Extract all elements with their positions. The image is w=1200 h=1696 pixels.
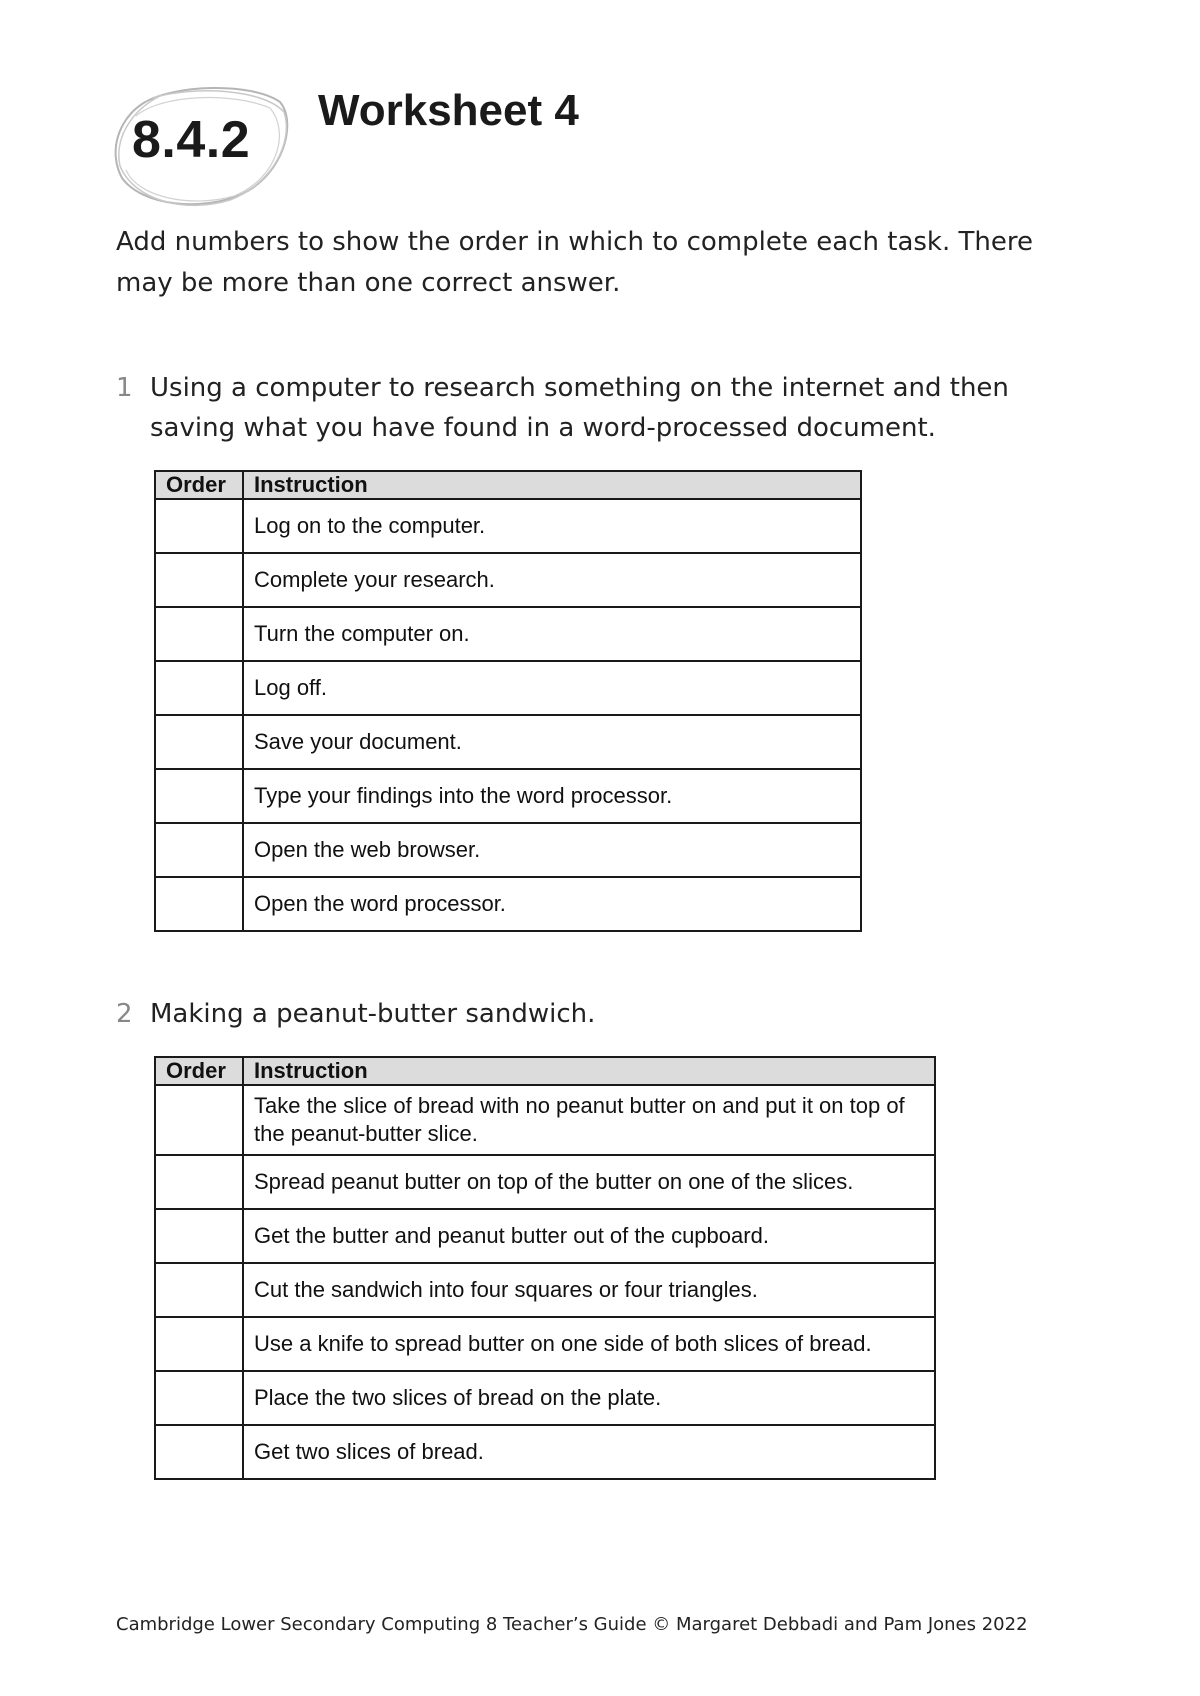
instruction-cell: Get two slices of bread. xyxy=(243,1425,935,1479)
order-input-cell[interactable] xyxy=(155,553,243,607)
order-input-cell[interactable] xyxy=(155,661,243,715)
instruction-cell: Open the word processor. xyxy=(243,877,861,931)
question-number: 1 xyxy=(116,373,133,403)
table-row xyxy=(155,1317,935,1371)
instruction-cell: Cut the sandwich into four squares or four triangles. xyxy=(243,1263,935,1317)
column-header-order: Order xyxy=(155,1057,243,1085)
instruction-cell: Open the web browser. xyxy=(243,823,861,877)
table-row xyxy=(155,877,861,931)
table-row xyxy=(155,1085,935,1155)
instruction-cell: Complete your research. xyxy=(243,553,861,607)
table-row xyxy=(155,499,861,553)
table-row xyxy=(155,1263,935,1317)
question-text: Making a peanut-butter sandwich. xyxy=(150,999,596,1029)
table-row xyxy=(155,1371,935,1425)
order-input-cell[interactable] xyxy=(155,1155,243,1209)
table-row xyxy=(155,715,861,769)
order-input-cell[interactable] xyxy=(155,1263,243,1317)
instruction-cell: Turn the computer on. xyxy=(243,607,861,661)
question-text: Using a computer to research something on the internet and then saving what you have found in a word-processed document. xyxy=(150,373,1009,443)
order-input-cell[interactable] xyxy=(155,769,243,823)
order-input-cell[interactable] xyxy=(155,1209,243,1263)
order-input-cell[interactable] xyxy=(155,1371,243,1425)
question-1 xyxy=(116,368,1076,448)
instruction-cell: Use a knife to spread butter on one side of both slices of bread. xyxy=(243,1317,935,1371)
column-header-order: Order xyxy=(155,471,243,499)
order-table-1 xyxy=(154,470,862,932)
section-number: 8.4.2 xyxy=(132,111,251,169)
table-row xyxy=(155,661,861,715)
table-row xyxy=(155,823,861,877)
table-row xyxy=(155,1209,935,1263)
instruction-cell: Get the butter and peanut butter out of the cupboard. xyxy=(243,1209,935,1263)
instruction-cell: Take the slice of bread with no peanut butter on and put it on top of the peanut-butter slice. xyxy=(243,1085,935,1155)
order-input-cell[interactable] xyxy=(155,823,243,877)
order-input-cell[interactable] xyxy=(155,499,243,553)
table-row xyxy=(155,1155,935,1209)
copyright-footer: Cambridge Lower Secondary Computing 8 Teacher’s Guide © Margaret Debbadi and Pam Jones 2022 xyxy=(116,1614,1028,1635)
order-input-cell[interactable] xyxy=(155,1317,243,1371)
question-2 xyxy=(116,994,1076,1034)
order-input-cell[interactable] xyxy=(155,715,243,769)
instructions-text: Add numbers to show the order in which to complete each task. There may be more than one correct answer. xyxy=(116,227,1033,298)
page-title: Worksheet 4 xyxy=(318,86,579,135)
order-input-cell[interactable] xyxy=(155,1425,243,1479)
instruction-cell: Type your findings into the word processor. xyxy=(243,769,861,823)
table-row xyxy=(155,1425,935,1479)
order-input-cell[interactable] xyxy=(155,877,243,931)
section-badge xyxy=(112,82,292,210)
instruction-cell: Save your document. xyxy=(243,715,861,769)
instruction-cell: Spread peanut butter on top of the butter on one of the slices. xyxy=(243,1155,935,1209)
order-table-2 xyxy=(154,1056,936,1480)
order-input-cell[interactable] xyxy=(155,607,243,661)
table-row xyxy=(155,769,861,823)
instruction-cell: Log off. xyxy=(243,661,861,715)
order-input-cell[interactable] xyxy=(155,1085,243,1155)
column-header-instruction: Instruction xyxy=(243,471,861,499)
table-row xyxy=(155,553,861,607)
table-header-row xyxy=(155,1057,935,1085)
instruction-cell: Place the two slices of bread on the plate. xyxy=(243,1371,935,1425)
question-number: 2 xyxy=(116,999,133,1029)
table-row xyxy=(155,607,861,661)
instruction-cell: Log on to the computer. xyxy=(243,499,861,553)
table-header-row xyxy=(155,471,861,499)
column-header-instruction: Instruction xyxy=(243,1057,935,1085)
